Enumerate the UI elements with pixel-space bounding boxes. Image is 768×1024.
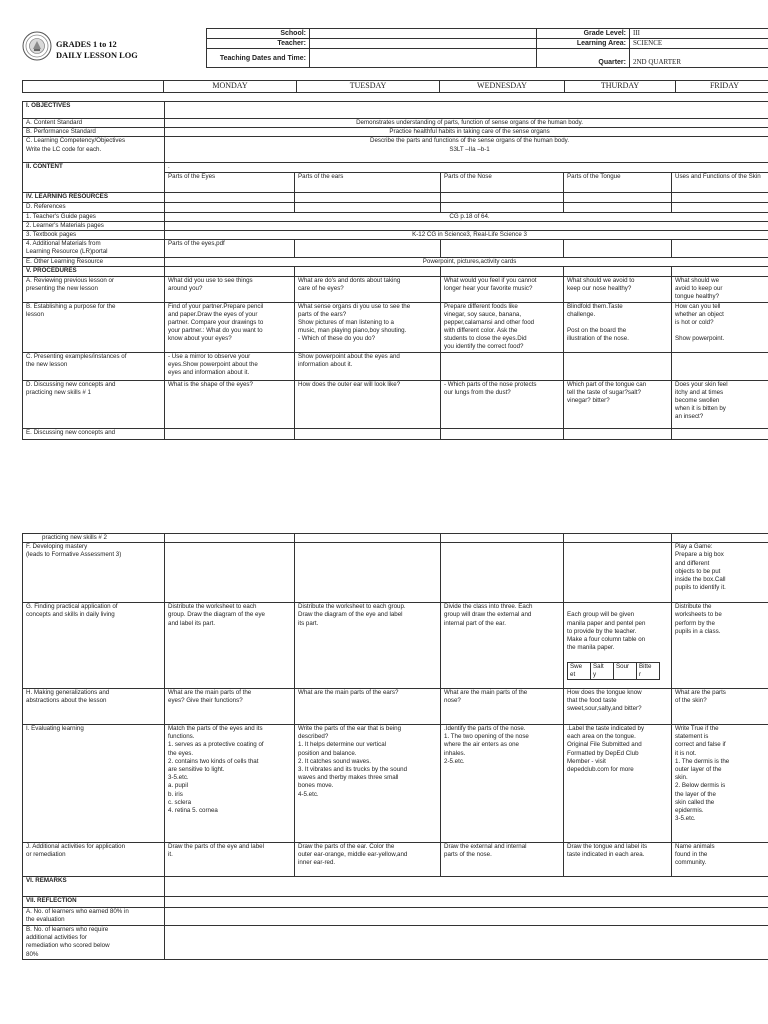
proc-h-friday: What are the parts of the skin? [672, 689, 768, 725]
quarter-value: 2ND QUARTER [630, 49, 768, 68]
proc-f-label: F. Developing mastery (leads to Formative Assessment 3) [23, 543, 165, 603]
competency-text: Describe the parts and functions of the sense organs of the human body. [370, 137, 570, 145]
grade-level-label: Grade Level: [537, 29, 630, 39]
proc-j-friday: Name animals found in the community. [672, 843, 768, 877]
teachers-guide-pages: CG p.18 of 64. [165, 212, 768, 221]
proc-c-tuesday: Show powerpoint about the eyes and information about it. [295, 352, 441, 380]
proc-a-monday: What did you use to see things around you? [165, 276, 295, 302]
references-label: D. References [23, 203, 165, 212]
proc-b-monday: Find of your partner.Prepare pencil and paper.Draw the eyes of your partner. Compare your drawings to your partner.: What do you want to know about your eyes? [165, 302, 295, 352]
proc-j-thursday: Draw the tongue and label its taste indicated in each area. [564, 843, 672, 877]
content-standard: Demonstrates understanding of parts, function of sense organs of the human body. [165, 119, 768, 128]
content-tuesday: Parts of the ears [295, 173, 441, 193]
title-line-2: DAILY LESSON LOG [56, 50, 138, 60]
teaching-dates-value [310, 49, 537, 68]
proc-i-friday: Write True if the statement is correct and false if it is not. 1. The dermis is the outer layer of the skin. 2. Below dermis is the layer of the skin called the epidermis. 3-5.etc. [672, 725, 768, 843]
performance-standard: Practice healthful habits in taking care of the sense organs [165, 128, 768, 137]
proc-a-tuesday: What are do's and donts about taking care of he eyes? [295, 276, 441, 302]
proc-b-tuesday: What sense organs di you use to see the parts of the ears? Show pictures of man listening to a music, man playing piano,boy shouting. - Which of these do you do? [295, 302, 441, 352]
proc-b-wednesday: Prepare different foods like vinegar, soy sauce, banana, pepper,calamansi and other food with different color. Ask the students to close the eyes.Did you identify the correct food? [441, 302, 564, 352]
learning-resources-heading: IV. LEARNING RESOURCES [23, 193, 165, 203]
remarks-heading: VI. REMARKS [23, 877, 165, 897]
day-friday: FRIDAY [676, 81, 768, 93]
objectives-heading: I. OBJECTIVES [23, 102, 165, 119]
taste-columns-table [567, 662, 660, 680]
proc-h-wednesday: What are the main parts of the nose? [441, 689, 564, 725]
additional-materials-monday: Parts of the eyes,pdf [165, 240, 295, 258]
content-dot: . [165, 163, 768, 173]
performance-standard-label: B. Performance Standard [23, 128, 165, 137]
taste-salty: Salt y [591, 662, 614, 679]
day-monday: MONDAY [164, 81, 297, 93]
proc-a-wednesday: What would you feel if you cannot longer hear your favorite music? [441, 276, 564, 302]
proc-d-monday: What is the shape of the eyes? [165, 380, 295, 428]
proc-g-thursday [564, 603, 672, 689]
reflection-b-label: B. No. of learners who require additional activities for remediation who scored below 80% [23, 926, 165, 960]
teacher-label: Teacher: [207, 39, 310, 49]
learning-area-value: SCIENCE [630, 39, 768, 49]
teachers-guide-label: 1. Teacher's Guide pages [23, 212, 165, 221]
dll-title [56, 40, 138, 61]
proc-d-friday: Does your skin feel itchy and at times become swollen when it is bitten by an insect? [672, 380, 768, 428]
proc-g-tuesday: Distribute the worksheet to each group. Draw the diagram of the eye and label its part. [295, 603, 441, 689]
proc-j-label: J. Additional activities for application or remediation [23, 843, 165, 877]
title-line-1: GRADES 1 to 12 [56, 40, 117, 49]
quarter-label: Quarter: [537, 49, 630, 68]
teacher-value [310, 39, 537, 49]
other-resources: Powerpoint, pictures,activity cards [165, 258, 768, 267]
taste-sweet: Swe et [568, 662, 591, 679]
lesson-table-part-1 [22, 101, 768, 440]
proc-f-friday: Play a Game: Prepare a big box and different objects to be put inside the box.Call pupils to identify it. [672, 543, 768, 603]
proc-a-thursday: What should we avoid to keep our nose healthy? [564, 276, 672, 302]
proc-j-monday: Draw the parts of the eye and label it. [165, 843, 295, 877]
school-value [310, 29, 537, 39]
deped-seal-icon [22, 31, 52, 61]
blank-corner-cell [23, 81, 164, 93]
proc-d-tuesday: How does the outer ear will look like? [295, 380, 441, 428]
proc-e-label: E. Discussing new concepts and [23, 428, 165, 439]
proc-i-wednesday: .Identify the parts of the nose. 1. The two opening of the nose where the air enters as one inhales. 2-5.etc. [441, 725, 564, 843]
proc-e-label-cont-text: practicing new skills # 2 [42, 534, 107, 541]
content-friday: Uses and Functions of the Skin [672, 173, 768, 193]
proc-b-thursday: Blindfold them.Taste challenge. Post on the board the illustration of the nose. [564, 302, 672, 352]
proc-g-thursday-text: Each group will be given manila paper and pentel pen to provide by the teacher. Make a four column table on the manila paper. [567, 611, 646, 652]
competency-code: S3LT –IIa –b-1 [449, 145, 490, 153]
proc-a-label: A. Reviewing previous lesson or presenting the new lesson [23, 276, 165, 302]
proc-c-label: C. Presenting examples/instances of the new lesson [23, 352, 165, 380]
reflection-heading: VII. REFLECTION [23, 897, 165, 908]
proc-h-monday: What are the main parts of the eyes? Give their functions? [165, 689, 295, 725]
proc-i-label: I. Evaluating learning [23, 725, 165, 843]
competency-label: C. Learning Competency/Objectives Write the LC code for each. [23, 137, 165, 163]
day-thursday: THURDAY [565, 81, 676, 93]
learning-area-label: Learning Area: [537, 39, 630, 49]
header-info-table [206, 28, 768, 68]
content-monday: Parts of the Eyes [165, 173, 295, 193]
proc-h-tuesday: What are the main parts of the ears? [295, 689, 441, 725]
reflection-a-label: A. No. of learners who earned 80% in the evaluation [23, 908, 165, 926]
weekday-header [22, 80, 768, 93]
day-tuesday: TUESDAY [297, 81, 440, 93]
competency [165, 137, 768, 163]
taste-bitter: Bitte r [637, 662, 660, 679]
other-resources-label: E. Other Learning Resource [23, 258, 165, 267]
proc-d-wednesday: - Which parts of the nose protects our lungs from the dust? [441, 380, 564, 428]
proc-h-label: H. Making generalizations and abstractions about the lesson [23, 689, 165, 725]
content-heading: II. CONTENT [23, 163, 165, 193]
day-wednesday: WEDNESDAY [440, 81, 565, 93]
proc-i-monday: Match the parts of the eyes and its functions. 1. serves as a protective coating of the eyes. 2. contains two kinds of cells that are sensitive to light. 3-5.etc. a. pupil b. iris c. sclera 4. retina 5. cornea [165, 725, 295, 843]
learners-materials-label: 2. Learner's Materials pages [23, 221, 165, 230]
proc-j-wednesday: Draw the external and internal parts of the nose. [441, 843, 564, 877]
proc-g-monday: Distribute the worksheet to each group. Draw the diagram of the eye and label its part. [165, 603, 295, 689]
proc-b-label: B. Establishing a purpose for the lesson [23, 302, 165, 352]
textbook-pages: K-12 CG in Science3, Real-Life Science 3 [165, 230, 768, 239]
proc-g-label: G. Finding practical application of concepts and skills in daily living [23, 603, 165, 689]
proc-g-friday: Distribute the worksheets to be perform by the pupils in a class. [672, 603, 768, 689]
proc-g-wednesday: Divide the class into three. Each group will draw the external and internal part of the ear. [441, 603, 564, 689]
proc-h-thursday: How does the tongue know that the food taste sweet,sour,salty,and bitter? [564, 689, 672, 725]
proc-a-friday: What should we avoid to keep our tongue healthy? [672, 276, 768, 302]
proc-d-thursday: Which part of the tongue can tell the taste of sugar?salt? vinegar? bitter? [564, 380, 672, 428]
additional-materials-label: 4. Additional Materials from Learning Resource (LR)portal [23, 240, 165, 258]
textbook-label: 3. Textbook pages [23, 230, 165, 239]
teaching-dates-label: Teaching Dates and Time: [207, 49, 310, 68]
proc-i-thursday: .Label the taste indicated by each area on the tongue. Original File Submitted and Formatted by DepEd Club Member - visit depedclub.com for more [564, 725, 672, 843]
content-thursday: Parts of the Tongue [564, 173, 672, 193]
proc-i-tuesday: Write the parts of the ear that is being described? 1. It helps determine our vertical position and balance. 2. It catches sound waves. 3. It vibrates and its trucks by the sound waves and therby makes three small bones move. 4-5.etc. [295, 725, 441, 843]
proc-d-label: D. Discussing new concepts and practicing new skills # 1 [23, 380, 165, 428]
school-label: School: [207, 29, 310, 39]
lesson-table-part-2 [22, 533, 768, 960]
proc-c-monday: - Use a mirror to observe your eyes.Show powerpoint about the eyes and information about it. [165, 352, 295, 380]
content-wednesday: Parts of the Nose [441, 173, 564, 193]
taste-sour: Sour [614, 662, 637, 679]
procedures-heading: V. PROCEDURES [23, 267, 165, 276]
content-standard-label: A. Content Standard [23, 119, 165, 128]
proc-j-tuesday: Draw the parts of the ear. Color the outer ear-orange, middle ear-yellow,and inner ear-red. [295, 843, 441, 877]
proc-e-label-cont [23, 534, 165, 543]
grade-level-value: III [630, 29, 768, 39]
proc-b-friday: How can you tell whether an object is hot or cold? Show powerpoint. [672, 302, 768, 352]
